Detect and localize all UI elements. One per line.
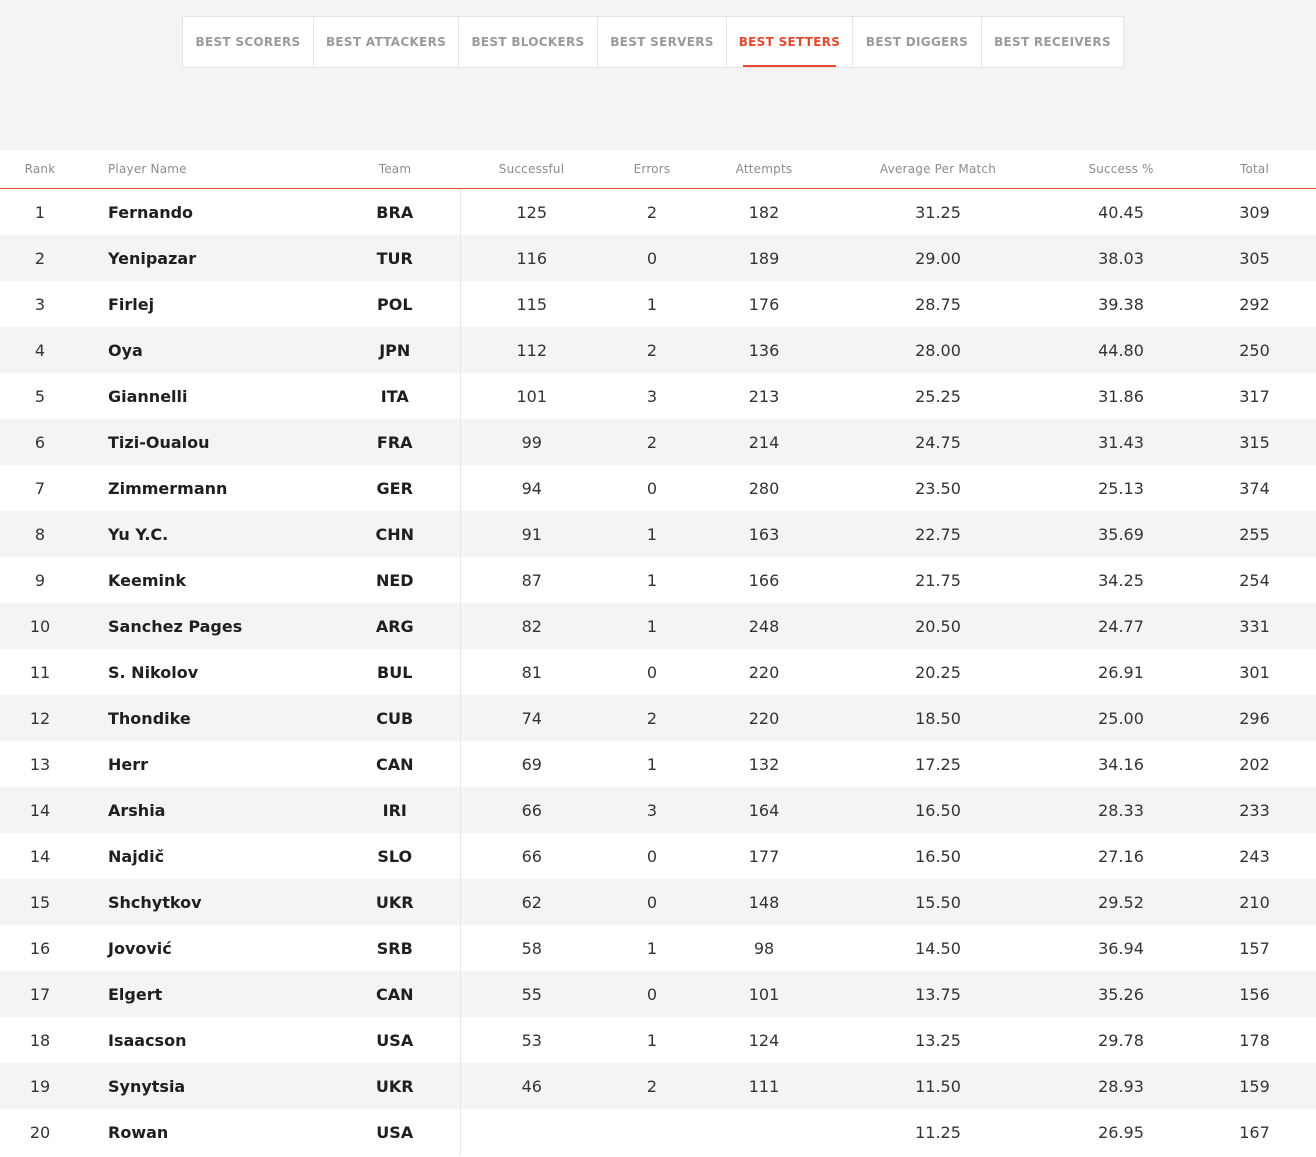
cell-success-percent: 26.91 xyxy=(1098,662,1144,682)
cell-attempts: 280 xyxy=(748,478,780,498)
cell-team: CAN xyxy=(330,971,460,1017)
cell-player-name: Arshia xyxy=(80,787,330,833)
cell-average-per-match: 16.50 xyxy=(915,846,961,866)
cell-attempts: 214 xyxy=(701,419,827,465)
cell-player-name: Najdič xyxy=(108,846,165,866)
cell-errors: 0 xyxy=(646,662,658,682)
cell-average-per-match: 11.50 xyxy=(827,1063,1049,1109)
cell-rank: 13 xyxy=(29,754,51,774)
cell-team: JPN xyxy=(330,327,460,373)
cell-errors: 3 xyxy=(603,787,701,833)
cell-total: 243 xyxy=(1239,846,1270,866)
tab-best-servers[interactable]: BEST SERVERS xyxy=(598,17,727,67)
cell-average-per-match: 16.50 xyxy=(827,787,1049,833)
cell-success-percent: 29.78 xyxy=(1098,1030,1144,1050)
cell-rank: 5 xyxy=(34,386,46,406)
cell-team: NED xyxy=(330,557,460,603)
cell-success-percent: 40.45 xyxy=(1098,202,1144,222)
header-attempts[interactable]: Attempts xyxy=(701,150,827,189)
cell-success-percent: 27.16 xyxy=(1098,846,1144,866)
stats-category-tabs xyxy=(182,16,1124,68)
table-row[interactable] xyxy=(0,695,1316,741)
cell-team: BRA xyxy=(330,189,460,236)
cell-total: 305 xyxy=(1193,235,1316,281)
cell-player-name: Firlej xyxy=(108,294,155,314)
cell-successful: 125 xyxy=(516,202,548,222)
cell-rank: 4 xyxy=(0,327,80,373)
header-successful[interactable]: Successful xyxy=(460,150,603,189)
cell-team: USA xyxy=(330,1017,460,1063)
cell-attempts: 189 xyxy=(701,235,827,281)
cell-success-percent: 29.52 xyxy=(1049,879,1193,925)
cell-errors: 2 xyxy=(603,327,701,373)
cell-successful: 53 xyxy=(521,1030,542,1050)
cell-team: SLO xyxy=(330,833,460,879)
cell-total: 233 xyxy=(1193,787,1316,833)
table-row[interactable] xyxy=(0,373,1316,419)
cell-success-percent: 25.00 xyxy=(1049,695,1193,741)
cell-average-per-match: 13.75 xyxy=(827,971,1049,1017)
cell-success-percent: 44.80 xyxy=(1049,327,1193,373)
cell-total: 317 xyxy=(1239,386,1270,406)
table-row[interactable] xyxy=(0,511,1316,557)
header-total[interactable]: Total xyxy=(1193,150,1316,189)
cell-average-per-match: 13.25 xyxy=(915,1030,961,1050)
cell-attempts: 213 xyxy=(748,386,780,406)
cell-average-per-match: 20.50 xyxy=(827,603,1049,649)
cell-successful: 94 xyxy=(521,478,542,498)
tab-best-diggers[interactable]: BEST DIGGERS xyxy=(853,17,982,67)
cell-average-per-match: 11.25 xyxy=(915,1122,961,1142)
cell-team: SRB xyxy=(330,925,460,971)
cell-attempts: 177 xyxy=(748,846,780,866)
cell-rank: 17 xyxy=(0,971,80,1017)
cell-successful: 62 xyxy=(460,879,603,925)
tab-best-receivers[interactable]: BEST RECEIVERS xyxy=(994,35,1111,49)
cell-rank: 15 xyxy=(0,879,80,925)
cell-team: CAN xyxy=(330,741,460,787)
table-header-row xyxy=(0,150,1316,189)
cell-attempts: 166 xyxy=(748,570,780,590)
cell-player-name: Rowan xyxy=(108,1122,169,1142)
cell-errors xyxy=(603,1109,701,1155)
cell-errors: 1 xyxy=(646,754,658,774)
cell-team: ARG xyxy=(330,603,460,649)
cell-successful: 115 xyxy=(516,294,548,314)
table-row[interactable] xyxy=(0,879,1316,925)
cell-attempts: 101 xyxy=(701,971,827,1017)
tab-best-blockers[interactable]: BEST BLOCKERS xyxy=(459,17,598,67)
cell-total: 202 xyxy=(1239,754,1270,774)
cell-rank: 10 xyxy=(0,603,80,649)
table-row[interactable] xyxy=(0,1017,1316,1063)
cell-player-name: Tizi-Oualou xyxy=(80,419,330,465)
cell-player-name: Zimmermann xyxy=(108,478,228,498)
cell-attempts: 132 xyxy=(748,754,780,774)
table-row[interactable] xyxy=(0,971,1316,1017)
cell-rank: 8 xyxy=(0,511,80,557)
cell-successful: 66 xyxy=(460,787,603,833)
cell-total: 159 xyxy=(1193,1063,1316,1109)
cell-total: 254 xyxy=(1239,570,1270,590)
cell-rank: 1 xyxy=(34,202,46,222)
cell-success-percent: 31.86 xyxy=(1098,386,1144,406)
cell-rank: 18 xyxy=(29,1030,51,1050)
header-rank[interactable]: Rank xyxy=(0,150,80,189)
header-average-per-match[interactable]: Average Per Match xyxy=(827,150,1049,189)
cell-average-per-match: 28.75 xyxy=(915,294,961,314)
cell-errors: 1 xyxy=(603,511,701,557)
cell-success-percent: 31.43 xyxy=(1049,419,1193,465)
cell-errors: 1 xyxy=(646,294,658,314)
cell-attempts: 176 xyxy=(748,294,780,314)
cell-successful: 69 xyxy=(521,754,542,774)
cell-total: 210 xyxy=(1193,879,1316,925)
cell-player-name: Oya xyxy=(80,327,330,373)
cell-player-name: Fernando xyxy=(108,202,194,222)
cell-errors: 1 xyxy=(646,1030,658,1050)
cell-player-name: Isaacson xyxy=(108,1030,187,1050)
cell-errors: 2 xyxy=(646,202,658,222)
cell-attempts: 111 xyxy=(701,1063,827,1109)
cell-rank: 7 xyxy=(34,478,46,498)
cell-total: 167 xyxy=(1239,1122,1270,1142)
cell-rank: 20 xyxy=(29,1122,51,1142)
cell-average-per-match: 18.50 xyxy=(827,695,1049,741)
cell-average-per-match: 22.75 xyxy=(827,511,1049,557)
table-row[interactable] xyxy=(0,649,1316,695)
cell-attempts: 248 xyxy=(701,603,827,649)
cell-attempts: 136 xyxy=(701,327,827,373)
cell-rank: 14 xyxy=(0,787,80,833)
cell-player-name: Keemink xyxy=(108,570,187,590)
cell-successful: 101 xyxy=(516,386,548,406)
table-row[interactable] xyxy=(0,281,1316,327)
cell-total: 157 xyxy=(1239,938,1270,958)
cell-player-name: Jovović xyxy=(108,938,172,958)
cell-errors: 0 xyxy=(646,846,658,866)
cell-team: ITA xyxy=(330,373,460,419)
cell-rank: 2 xyxy=(0,235,80,281)
cell-attempts: 220 xyxy=(748,662,780,682)
cell-average-per-match: 23.50 xyxy=(915,478,961,498)
cell-success-percent: 28.93 xyxy=(1049,1063,1193,1109)
cell-success-percent: 39.38 xyxy=(1098,294,1144,314)
cell-rank: 19 xyxy=(0,1063,80,1109)
cell-success-percent: 25.13 xyxy=(1098,478,1144,498)
cell-successful: 58 xyxy=(521,938,542,958)
cell-team: POL xyxy=(330,281,460,327)
cell-successful: 81 xyxy=(521,662,542,682)
cell-player-name: Yu Y.C. xyxy=(80,511,330,557)
cell-team: BUL xyxy=(330,649,460,695)
cell-errors: 0 xyxy=(603,879,701,925)
cell-total: 331 xyxy=(1193,603,1316,649)
cell-total: 255 xyxy=(1193,511,1316,557)
cell-team: USA xyxy=(330,1109,460,1155)
cell-success-percent: 24.77 xyxy=(1049,603,1193,649)
cell-total: 156 xyxy=(1193,971,1316,1017)
cell-rank: 3 xyxy=(34,294,46,314)
table-row[interactable] xyxy=(0,1109,1316,1155)
cell-player-name: Synytsia xyxy=(80,1063,330,1109)
table-row[interactable] xyxy=(0,603,1316,649)
cell-player-name: S. Nikolov xyxy=(108,662,199,682)
cell-player-name: Elgert xyxy=(80,971,330,1017)
header-team[interactable]: Team xyxy=(330,150,460,189)
cell-errors: 3 xyxy=(646,386,658,406)
header-errors[interactable]: Errors xyxy=(603,150,701,189)
cell-successful: 87 xyxy=(521,570,542,590)
cell-errors: 2 xyxy=(603,695,701,741)
table-row[interactable] xyxy=(0,327,1316,373)
header-success-percent[interactable]: Success % xyxy=(1049,150,1193,189)
cell-team: UKR xyxy=(330,1063,460,1109)
table-row[interactable] xyxy=(0,925,1316,971)
cell-attempts: 98 xyxy=(753,938,775,958)
cell-rank: 16 xyxy=(29,938,51,958)
cell-successful: 55 xyxy=(460,971,603,1017)
cell-team: GER xyxy=(330,465,460,511)
cell-player-name: Yenipazar xyxy=(80,235,330,281)
cell-attempts xyxy=(701,1109,827,1155)
cell-attempts: 148 xyxy=(701,879,827,925)
cell-success-percent: 26.95 xyxy=(1098,1122,1144,1142)
cell-rank: 14 xyxy=(29,846,51,866)
table-row[interactable] xyxy=(0,419,1316,465)
cell-team: IRI xyxy=(330,787,460,833)
cell-total: 301 xyxy=(1239,662,1270,682)
tab-best-setters[interactable]: BEST SETTERS xyxy=(727,17,853,67)
cell-successful: 46 xyxy=(460,1063,603,1109)
cell-attempts: 220 xyxy=(701,695,827,741)
cell-errors: 0 xyxy=(646,478,658,498)
cell-success-percent: 38.03 xyxy=(1049,235,1193,281)
cell-player-name: Herr xyxy=(108,754,149,774)
cell-average-per-match: 15.50 xyxy=(827,879,1049,925)
cell-average-per-match: 28.00 xyxy=(827,327,1049,373)
cell-total: 292 xyxy=(1239,294,1270,314)
cell-total: 250 xyxy=(1193,327,1316,373)
cell-total: 178 xyxy=(1239,1030,1270,1050)
cell-player-name: Giannelli xyxy=(108,386,188,406)
cell-success-percent: 34.16 xyxy=(1098,754,1144,774)
cell-average-per-match: 20.25 xyxy=(915,662,961,682)
cell-successful: 74 xyxy=(460,695,603,741)
header-player-name[interactable]: Player Name xyxy=(80,150,330,189)
table-row[interactable] xyxy=(0,189,1316,236)
cell-total: 315 xyxy=(1193,419,1316,465)
cell-player-name: Thondike xyxy=(80,695,330,741)
cell-average-per-match: 24.75 xyxy=(827,419,1049,465)
cell-success-percent: 35.26 xyxy=(1049,971,1193,1017)
cell-attempts: 164 xyxy=(701,787,827,833)
cell-player-name: Sanchez Pages xyxy=(80,603,330,649)
table-row[interactable] xyxy=(0,741,1316,787)
cell-successful xyxy=(460,1109,603,1155)
cell-attempts: 124 xyxy=(748,1030,780,1050)
cell-errors: 0 xyxy=(603,235,701,281)
tab-best-attackers[interactable]: BEST ATTACKERS xyxy=(314,17,459,67)
cell-average-per-match: 21.75 xyxy=(915,570,961,590)
cell-errors: 2 xyxy=(603,419,701,465)
cell-team: CHN xyxy=(330,511,460,557)
setters-stats-table xyxy=(0,150,1316,1157)
cell-success-percent: 34.25 xyxy=(1098,570,1144,590)
cell-team: CUB xyxy=(330,695,460,741)
cell-team: FRA xyxy=(330,419,460,465)
cell-successful: 116 xyxy=(460,235,603,281)
cell-player-name: Shchytkov xyxy=(80,879,330,925)
cell-rank: 6 xyxy=(0,419,80,465)
table-row[interactable] xyxy=(0,235,1316,281)
cell-errors: 2 xyxy=(603,1063,701,1109)
cell-average-per-match: 14.50 xyxy=(915,938,961,958)
cell-success-percent: 36.94 xyxy=(1098,938,1144,958)
cell-errors: 1 xyxy=(603,603,701,649)
cell-average-per-match: 17.25 xyxy=(915,754,961,774)
cell-success-percent: 35.69 xyxy=(1049,511,1193,557)
table-row[interactable] xyxy=(0,1063,1316,1109)
cell-rank: 11 xyxy=(29,662,51,682)
cell-errors: 0 xyxy=(603,971,701,1017)
cell-errors: 1 xyxy=(646,570,658,590)
cell-successful: 91 xyxy=(460,511,603,557)
cell-total: 374 xyxy=(1239,478,1270,498)
table-row[interactable] xyxy=(0,557,1316,603)
table-row[interactable] xyxy=(0,465,1316,511)
cell-successful: 82 xyxy=(460,603,603,649)
cell-successful: 66 xyxy=(521,846,542,866)
table-row[interactable] xyxy=(0,787,1316,833)
cell-average-per-match: 31.25 xyxy=(915,202,961,222)
cell-errors: 1 xyxy=(646,938,658,958)
cell-attempts: 182 xyxy=(748,202,780,222)
cell-attempts: 163 xyxy=(701,511,827,557)
tab-best-scorers[interactable]: BEST SCORERS xyxy=(183,17,314,67)
cell-rank: 9 xyxy=(34,570,46,590)
table-row[interactable] xyxy=(0,833,1316,879)
cell-rank: 12 xyxy=(0,695,80,741)
cell-total: 309 xyxy=(1239,202,1270,222)
cell-total: 296 xyxy=(1193,695,1316,741)
cell-team: TUR xyxy=(330,235,460,281)
cell-successful: 112 xyxy=(460,327,603,373)
cell-average-per-match: 29.00 xyxy=(827,235,1049,281)
cell-successful: 99 xyxy=(460,419,603,465)
cell-average-per-match: 25.25 xyxy=(915,386,961,406)
cell-team: UKR xyxy=(330,879,460,925)
cell-success-percent: 28.33 xyxy=(1049,787,1193,833)
